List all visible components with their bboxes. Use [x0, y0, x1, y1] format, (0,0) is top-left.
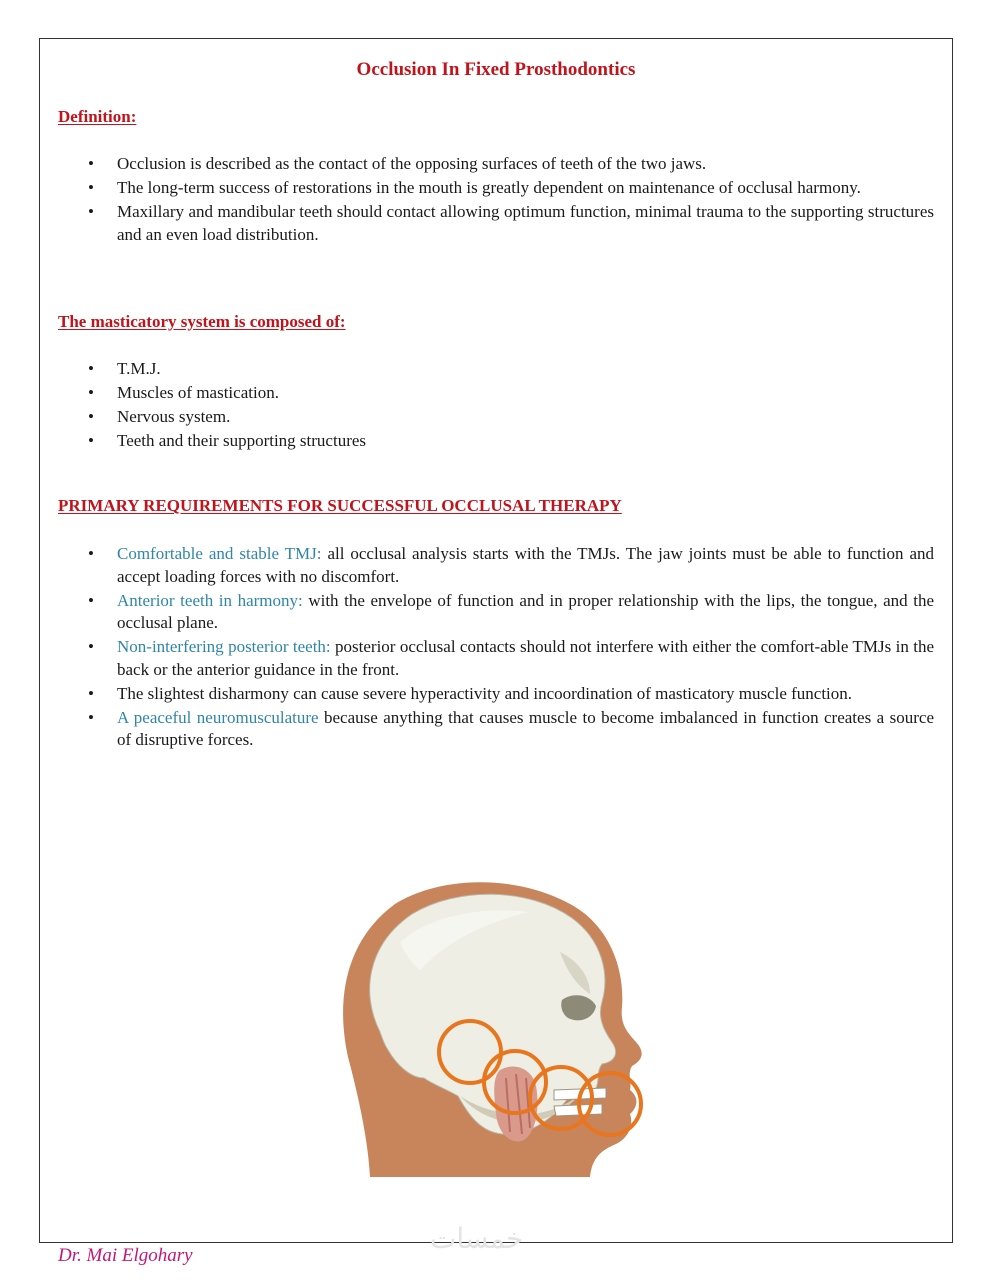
- masticatory-text: Teeth and their supporting structures: [117, 431, 367, 450]
- requirement-term: Non-interfering posterior teeth:: [117, 637, 331, 656]
- definition-text: The long-term success of restorations in the mouth is greatly dependent on maintenance of occlusal harmony.: [117, 178, 861, 197]
- author-signature: Dr. Mai Elgohary: [58, 1245, 193, 1266]
- definition-list: [58, 153, 934, 248]
- requirement-term: Comfortable and stable TMJ:: [117, 544, 322, 563]
- list-item: • A peaceful neuromusculature because anything that causes muscle to become imbalanced in function creates a source of disruptive forces.: [88, 707, 934, 749]
- masticatory-text: T.M.J.: [117, 359, 161, 378]
- definition-heading: Definition:: [58, 107, 137, 126]
- list-item: • Maxillary and mandibular teeth should contact allowing optimum function, minimal trauma to the supporting structures and an even load distribution.: [88, 202, 934, 244]
- list-item: • Anterior teeth in harmony: with the envelope of function and in proper relationship with the lips, the tongue, and the occlusal plane.: [88, 590, 934, 632]
- requirement-term: A peaceful neuromusculature: [117, 707, 319, 727]
- list-item: • Muscles of mastication.: [88, 383, 279, 402]
- masticatory-text: Muscles of mastication.: [117, 383, 279, 402]
- requirement-text: all occlusal analysis starts with the TMJs. The jaw joints must be able to function and accept loading forces with no discomfort.: [117, 544, 934, 586]
- watermark: خمسات: [430, 1222, 524, 1255]
- requirement-text: The slightest disharmony can cause severe hyperactivity and incoordination of masticatory muscle function.: [117, 683, 853, 703]
- requirements-list: [58, 543, 934, 753]
- list-item: • Occlusion is described as the contact of the opposing surfaces of teeth of the two jaws.: [88, 154, 707, 173]
- list-item: • Teeth and their supporting structures: [88, 431, 367, 450]
- page-title: Occlusion In Fixed Prosthodontics: [356, 59, 636, 80]
- list-item: • T.M.J.: [88, 359, 161, 378]
- definition-text: Maxillary and mandibular teeth should contact allowing optimum function, minimal trauma to the supporting structures and an even load distribution.: [117, 202, 934, 244]
- list-item: • Nervous system.: [88, 407, 231, 426]
- list-item: • Non-interfering posterior teeth: posterior occlusal contacts should not interfere with either the comfort-able TMJs in the back or the anterior guidance in the front.: [88, 637, 934, 679]
- requirement-text: with the envelope of function and in proper relationship with the lips, the tongue, and the occlusal plane.: [117, 590, 934, 632]
- requirement-term: Anterior teeth in harmony:: [117, 590, 303, 610]
- definition-text: Occlusion is described as the contact of the opposing surfaces of teeth of the two jaws.: [117, 154, 707, 173]
- requirement-text: because anything that causes muscle to become imbalanced in function creates a source of disruptive forces.: [117, 707, 934, 749]
- masticatory-text: Nervous system.: [117, 407, 231, 426]
- requirements-heading: PRIMARY REQUIREMENTS FOR SUCCESSFUL OCCLUSAL THERAPY: [58, 496, 622, 515]
- list-item: • Comfortable and stable TMJ: all occlusal analysis starts with the TMJs. The jaw joints must be able to function and accept loading forces with no discomfort.: [88, 544, 934, 586]
- requirement-text: posterior occlusal contacts should not interfere with either the comfort-able TMJs in the back or the anterior guidance in the front.: [117, 637, 934, 679]
- skull-illustration: [340, 882, 650, 1182]
- masticatory-list: [58, 358, 934, 454]
- list-item: • The slightest disharmony can cause severe hyperactivity and incoordination of masticatory muscle function.: [88, 683, 853, 703]
- masticatory-heading: The masticatory system is composed of:: [58, 312, 346, 331]
- list-item: • The long-term success of restorations in the mouth is greatly dependent on maintenance of occlusal harmony.: [88, 178, 861, 197]
